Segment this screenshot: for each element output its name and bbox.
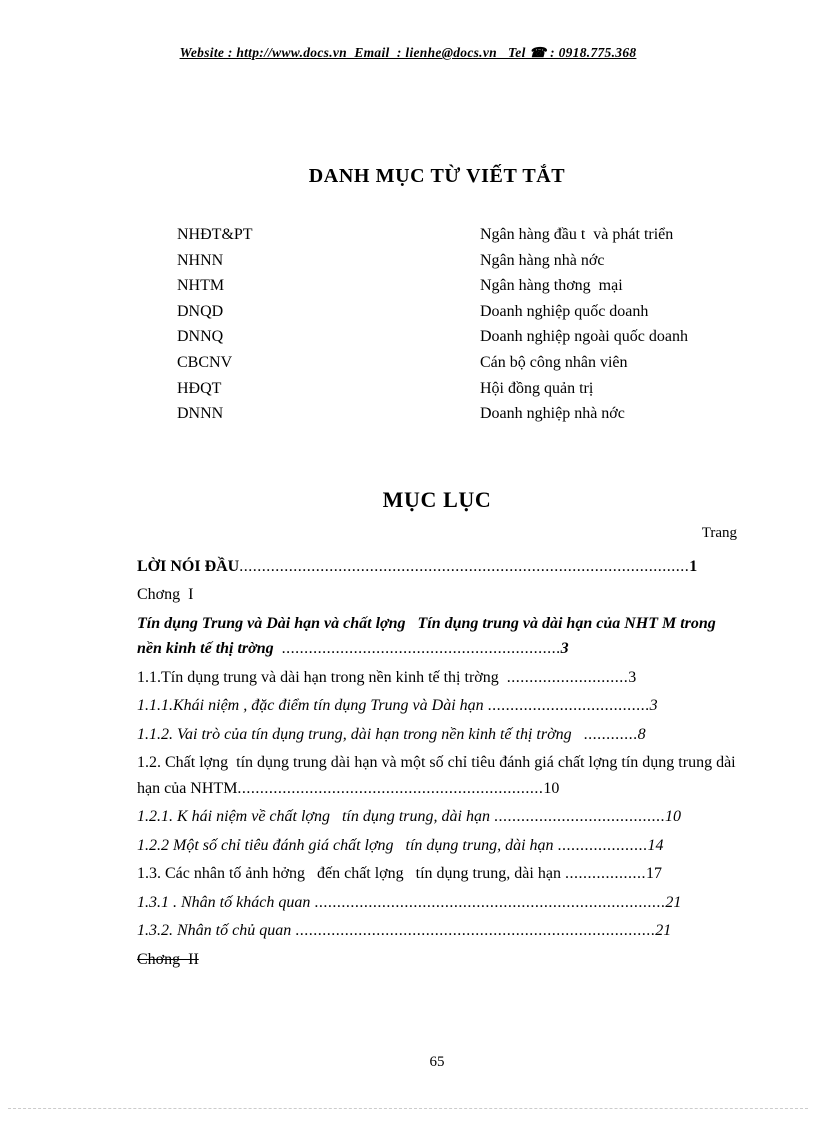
abbreviation-code: NHTM	[177, 277, 225, 295]
toc-entry	[137, 833, 737, 859]
abbreviations-list	[137, 222, 737, 427]
toc-title: MỤC LỤC	[382, 486, 492, 512]
toc-leader-dots: ................................................................................	[295, 922, 656, 940]
toc-entry-text: 1.3.1 . Nhân tố khách quan	[137, 893, 315, 911]
abbreviation-code: HĐQT	[177, 379, 222, 397]
toc-entry-page: 10	[664, 808, 681, 826]
toc-entry-text: Chơng II	[137, 950, 199, 968]
abbreviations-title: DANH MỤC TỪ VIẾT TẮT	[308, 165, 566, 187]
abbreviation-meaning: Hội đồng quản trị	[480, 379, 594, 397]
toc-entry	[137, 722, 737, 748]
toc-entry	[137, 611, 737, 662]
abbreviation-code: DNNQ	[177, 328, 224, 346]
abbreviation-meaning: Ngân hàng đầu t và phát triển	[480, 226, 674, 243]
toc-entry	[137, 665, 737, 691]
toc-entry	[137, 804, 737, 830]
toc-entry-page: 3	[560, 640, 569, 658]
toc-entry-text: 1.1.2. Vai trò của tín dụng trung, dài hạn trong nền kinh tế thị trờng	[137, 725, 584, 743]
toc-entry-text: 1.2.2 Một số chỉ tiêu đánh giá chất lợng tín dụng trung, dài hạn	[137, 836, 558, 854]
abbreviation-meaning: Cán bộ công nhân viên	[480, 353, 628, 371]
toc-entry-page: 8	[637, 725, 646, 743]
toc-entry-text: 1.1.1.Khái niệm , đặc điểm tín dụng Trung và Dài hạn	[137, 697, 488, 715]
toc-entry-page: 21	[655, 922, 672, 940]
toc-list	[137, 554, 740, 973]
toc-leader-dots: ...........................	[506, 668, 629, 686]
page-bottom-divider	[8, 1108, 808, 1109]
toc-entry-page: 10	[543, 779, 560, 797]
toc-entry	[137, 554, 737, 580]
toc-entry-page: 3	[628, 668, 637, 686]
toc-entry-text: LỜI NÓI ĐẦU	[137, 557, 240, 575]
toc-leader-dots: ....................................................................................................	[239, 557, 690, 575]
abbreviation-row	[177, 248, 737, 274]
abbreviation-meaning: Ngân hàng thơng mại	[480, 277, 623, 295]
toc-entry-page: 17	[645, 865, 662, 883]
abbreviation-row	[177, 376, 737, 402]
toc-entry-page: 21	[665, 893, 682, 911]
abbreviation-row	[177, 324, 737, 350]
toc-leader-dots: ....................................................................	[237, 779, 544, 797]
toc-leader-dots: ..............................................................................	[314, 893, 666, 911]
toc-entry-text: 1.1.Tín dụng trung và dài hạn trong nền kinh tế thị trờng	[137, 668, 507, 686]
toc-entry	[137, 918, 737, 944]
toc-entry-text: Tín dụng Trung và Dài hạn và chất lợng Tín dụng trung và dài hạn của NHT M trong nền kinh tế thị trờng	[137, 614, 720, 658]
toc-leader-dots: ............	[583, 725, 638, 743]
abbreviation-code: DNNN	[177, 405, 224, 423]
toc-entry-text: Chơng I	[137, 586, 194, 604]
toc-entry-text: 1.2.1. K hái niệm về chất lợng tín dụng trung, dài hạn	[137, 808, 494, 826]
abbreviation-meaning: Doanh nghiệp quốc doanh	[480, 302, 649, 320]
toc-entry	[137, 890, 737, 916]
toc-entry-text: 1.3. Các nhân tố ảnh hởng đến chất lợng tín dụng trung, dài hạn	[137, 865, 565, 883]
toc-entry	[137, 582, 737, 608]
toc-leader-dots: ....................................	[487, 697, 650, 715]
toc-leader-dots: ....................	[557, 836, 648, 854]
toc-entry-page: 14	[647, 836, 664, 854]
toc-entry	[137, 693, 737, 719]
abbreviation-code: NHĐT&PT	[177, 226, 253, 243]
toc-entry-text: 1.3.2. Nhân tố chủ quan	[137, 922, 296, 940]
toc-leader-dots: ..................	[564, 865, 646, 883]
abbreviation-meaning: Ngân hàng nhà nớc	[480, 251, 605, 269]
page-header	[0, 0, 816, 61]
abbreviation-code: CBCNV	[177, 353, 233, 371]
toc-leader-dots: ......................................	[493, 808, 665, 826]
abbreviation-row	[177, 222, 737, 248]
abbreviation-code: NHNN	[177, 251, 224, 269]
abbreviation-code: DNQD	[177, 302, 224, 320]
toc-entry-text: 1.2. Chất lợng tín dụng trung dài hạn và một số chỉ tiêu đánh giá chất lợng tín dụng trung dài hạn của NHTM	[137, 754, 740, 797]
header-contact-line: Website : http://www.docs.vn Email : lienhe@docs.vn Tel ☎ : 0918.775.368	[179, 45, 637, 60]
toc-entry	[137, 861, 737, 887]
toc-page-label: Trang	[701, 524, 737, 541]
abbreviation-row	[177, 350, 737, 376]
abbreviation-meaning: Doanh nghiệp ngoài quốc doanh	[480, 328, 688, 346]
abbreviation-meaning: Doanh nghiệp nhà nớc	[480, 405, 625, 423]
abbreviation-row	[177, 299, 737, 325]
toc-entry-page: 3	[649, 697, 658, 715]
toc-entry	[137, 947, 737, 973]
abbreviation-row	[177, 401, 737, 427]
abbreviation-row	[177, 273, 737, 299]
toc-leader-dots: ..............................................................	[281, 640, 561, 658]
toc-entry	[137, 750, 740, 801]
page-number: 65	[429, 1054, 445, 1070]
page-content	[0, 165, 816, 972]
toc-entry-page: 1	[689, 557, 698, 575]
